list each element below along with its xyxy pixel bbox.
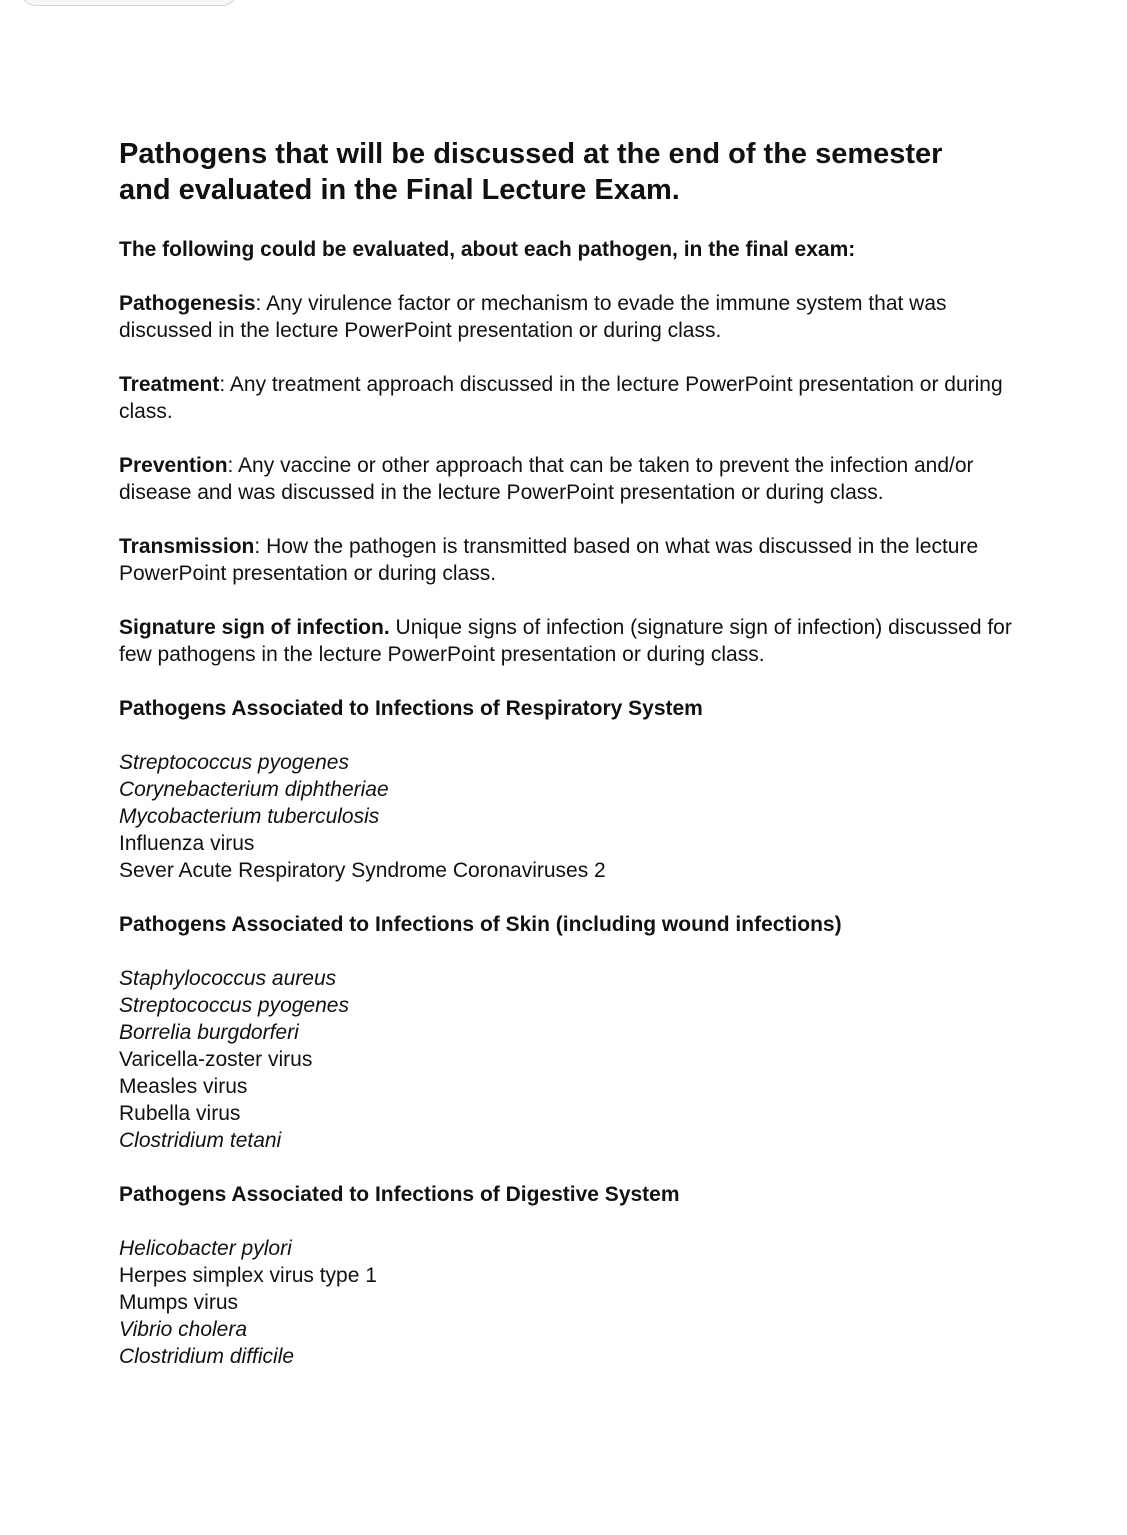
- pathogen-item: Clostridium difficile: [119, 1345, 295, 1368]
- top-tab-edge: [20, 0, 238, 6]
- pathogen-item: Mumps virus: [119, 1291, 239, 1314]
- intro-statement: The following could be evaluated, about each pathogen, in the final exam:: [119, 238, 856, 261]
- criterion-text: Any treatment approach discussed in the lecture PowerPoint presentation or during class.: [119, 373, 1003, 423]
- criterion-text: Any vaccine or other approach that can be taken to prevent the infection and/or disease and was discussed in the lecture PowerPoint presentation or during class.: [119, 454, 974, 504]
- criterion-separator: :: [227, 454, 234, 477]
- criterion-term: Pathogenesis: [119, 292, 256, 315]
- section-heading-respiratory: Pathogens Associated to Infections of Respiratory System: [119, 697, 703, 720]
- criterion-treatment: [119, 371, 1019, 425]
- criterion-pathogenesis: [119, 290, 1019, 344]
- criterion-term: Treatment: [119, 373, 220, 396]
- criterion-separator: :: [254, 535, 261, 558]
- title-line-2: and evaluated in the Final Lecture Exam.: [119, 174, 680, 206]
- pathogen-item: Herpes simplex virus type 1: [119, 1264, 377, 1287]
- section-heading-digestive: Pathogens Associated to Infections of Digestive System: [119, 1183, 680, 1206]
- criterion-text: Any virulence factor or mechanism to evade the immune system that was discussed in the lecture PowerPoint presentation or during class.: [119, 292, 947, 342]
- criterion-term: Transmission: [119, 535, 255, 558]
- pathogen-item: Measles virus: [119, 1075, 248, 1098]
- pathogen-item: Staphylococcus aureus: [119, 967, 337, 990]
- criterion-prevention: [119, 452, 1019, 506]
- pathogen-item: Clostridium tetani: [119, 1129, 282, 1152]
- pathogen-item: Corynebacterium diphtheriae: [119, 778, 389, 801]
- criterion-text: How the pathogen is transmitted based on what was discussed in the lecture PowerPoint presentation or during class.: [119, 535, 979, 585]
- criterion-signature-sign: [119, 614, 1019, 668]
- pathogen-item: Helicobacter pylori: [119, 1237, 292, 1260]
- criterion-transmission: [119, 533, 1019, 587]
- pathogen-item: Vibrio cholera: [119, 1318, 248, 1341]
- criterion-term: Prevention: [119, 454, 228, 477]
- document-page: [119, 136, 1019, 1370]
- pathogen-item: Rubella virus: [119, 1102, 241, 1125]
- criterion-term: Signature sign of infection.: [119, 616, 390, 639]
- pathogen-item: Varicella-zoster virus: [119, 1048, 313, 1071]
- criterion-text: Unique signs of infection (signature sign of infection) discussed for few pathogens in the lecture PowerPoint presentation or during class.: [119, 616, 1012, 666]
- pathogen-item: Streptococcus pyogenes: [119, 994, 349, 1017]
- document-title: [119, 136, 1019, 208]
- criterion-separator: :: [255, 292, 262, 315]
- criterion-separator: :: [219, 373, 226, 396]
- pathogen-item: Mycobacterium tuberculosis: [119, 805, 380, 828]
- title-line-1: Pathogens that will be discussed at the end of the semester: [119, 138, 943, 170]
- pathogen-list-skin: [119, 965, 1019, 1154]
- pathogen-item: Borrelia burgdorferi: [119, 1021, 299, 1044]
- pathogen-item: Influenza virus: [119, 832, 255, 855]
- pathogen-list-digestive: [119, 1235, 1019, 1370]
- pathogen-list-respiratory: [119, 749, 1019, 884]
- pathogen-item: Streptococcus pyogenes: [119, 751, 349, 774]
- pathogen-item: Sever Acute Respiratory Syndrome Coronaviruses 2: [119, 859, 606, 882]
- section-heading-skin: Pathogens Associated to Infections of Skin (including wound infections): [119, 913, 842, 936]
